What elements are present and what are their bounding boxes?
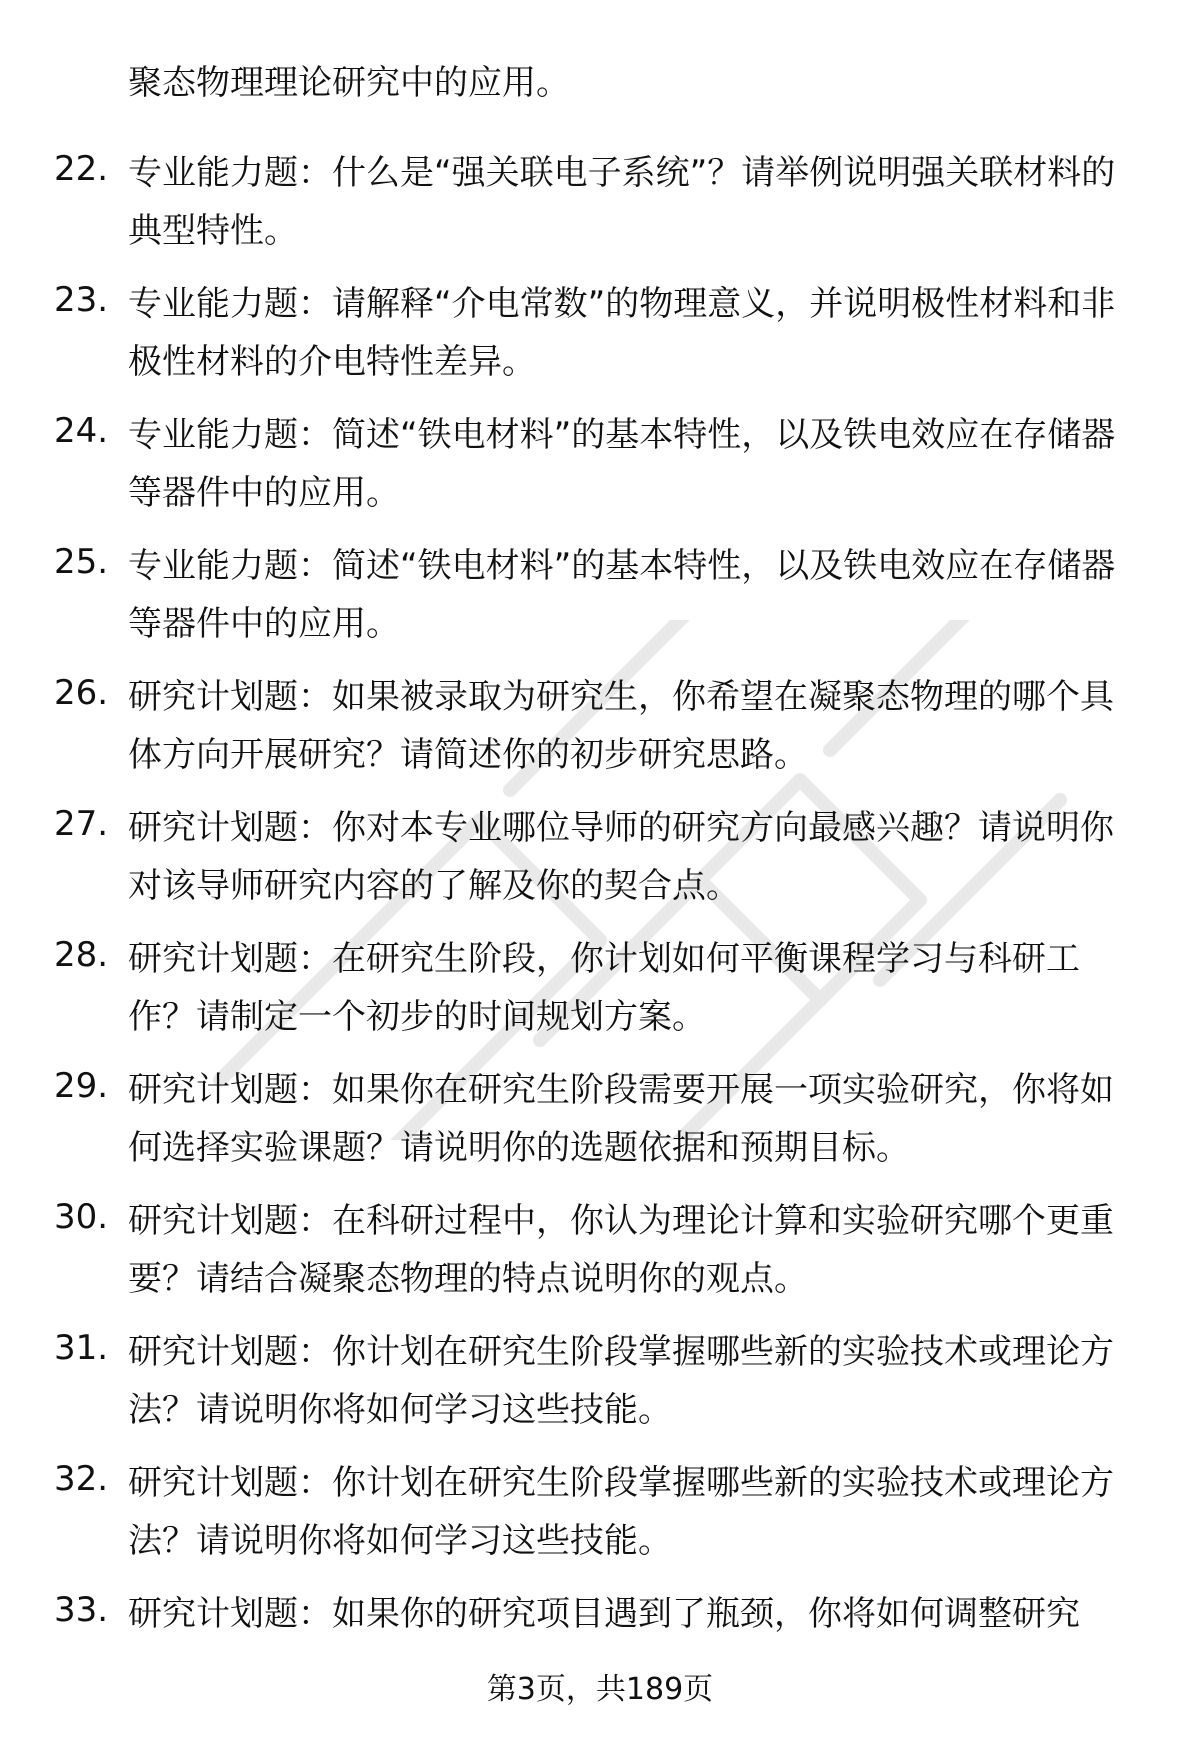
question-number: 31. (54, 1328, 109, 1368)
question-item (0, 668, 1200, 776)
question-item (0, 144, 1200, 252)
question-text: 研究计划题：你计划在研究生阶段掌握哪些新的实验技术或理论方法？请说明你将如何学习这些技能。 (128, 1332, 1114, 1430)
question-item (0, 537, 1200, 645)
question-number: 26. (54, 673, 109, 713)
question-number: 32. (54, 1459, 109, 1499)
question-number: 33. (54, 1590, 109, 1630)
question-number: 28. (54, 935, 109, 975)
question-item (0, 275, 1200, 383)
question-item (0, 1454, 1200, 1562)
page-footer: 第3页，共189页 (486, 1672, 714, 1707)
question-number: 23. (54, 280, 109, 320)
question-item (0, 406, 1200, 514)
question-item (0, 1323, 1200, 1431)
continuation-text: 聚态物理理论研究中的应用。 (128, 63, 570, 103)
question-number: 29. (54, 1066, 109, 1106)
question-number: 24. (54, 411, 109, 451)
question-item (0, 1192, 1200, 1300)
question-item (0, 1061, 1200, 1169)
question-text: 研究计划题：在科研过程中，你认为理论计算和实验研究哪个更重要？请结合凝聚态物理的特点说明你的观点。 (128, 1201, 1114, 1299)
question-list (0, 144, 1200, 1716)
question-item (0, 930, 1200, 1038)
question-text: 研究计划题：在研究生阶段，你计划如何平衡课程学习与科研工作？请制定一个初步的时间规划方案。 (128, 939, 1080, 1037)
question-text: 研究计划题：你计划在研究生阶段掌握哪些新的实验技术或理论方法？请说明你将如何学习这些技能。 (128, 1463, 1114, 1561)
question-text: 研究计划题：你对本专业哪位导师的研究方向最感兴趣？请说明你对该导师研究内容的了解及你的契合点。 (128, 808, 1114, 906)
question-item (0, 799, 1200, 907)
question-text: 专业能力题：简述“铁电材料”的基本特性，以及铁电效应在存储器等器件中的应用。 (128, 546, 1116, 644)
question-text: 专业能力题：什么是“强关联电子系统”？请举例说明强关联材料的典型特性。 (128, 153, 1116, 251)
question-text: 专业能力题：请解释“介电常数”的物理意义，并说明极性材料和非极性材料的介电特性差异。 (128, 284, 1116, 382)
question-number: 30. (54, 1197, 109, 1237)
question-text: 研究计划题：如果被录取为研究生，你希望在凝聚态物理的哪个具体方向开展研究？请简述你的初步研究思路。 (128, 677, 1114, 775)
question-text: 研究计划题：如果你在研究生阶段需要开展一项实验研究，你将如何选择实验课题？请说明你的选题依据和预期目标。 (128, 1070, 1114, 1168)
question-number: 22. (54, 149, 109, 189)
question-number: 25. (54, 542, 109, 582)
question-text: 专业能力题：简述“铁电材料”的基本特性，以及铁电效应在存储器等器件中的应用。 (128, 415, 1116, 513)
question-text: 研究计划题：如果你的研究项目遇到了瓶颈，你将如何调整研究 (128, 1594, 1080, 1634)
question-number: 27. (54, 804, 109, 844)
